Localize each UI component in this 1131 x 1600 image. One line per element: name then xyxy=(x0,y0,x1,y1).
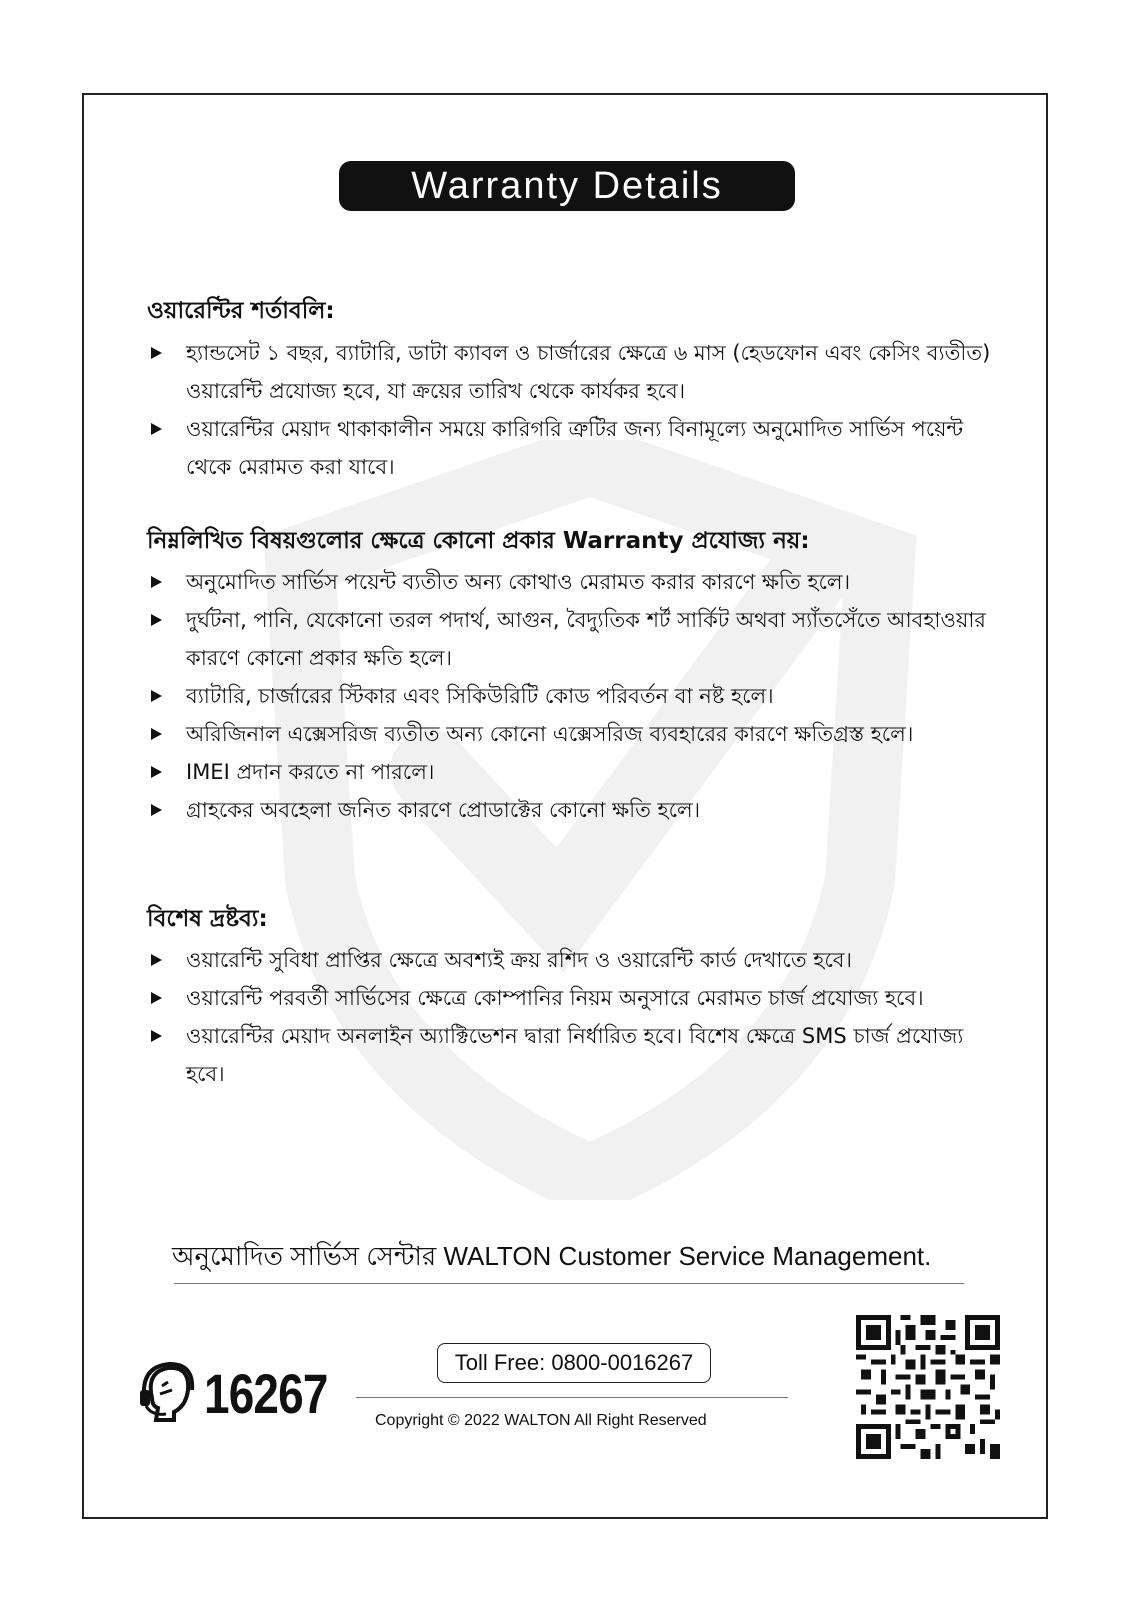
list-item: ওয়ারেন্টির মেয়াদ থাকাকালীন সময়ে কারিগরি ত্রুটির জন্য বিনামূল্যে অনুমোদিত সার্ভিস পয়েন্ট থেকে মেরামত করা যাবে। xyxy=(147,410,997,486)
list-item: ব্যাটারি, চার্জারের স্টিকার এবং সিকিউরিটি কোড পরিবর্তন বা নষ্ট হলে। xyxy=(147,677,997,715)
call-center-agent-icon xyxy=(138,1360,198,1426)
list-item: ওয়ারেন্টি পরবর্তী সার্ভিসের ক্ষেত্রে কোম্পানির নিয়ম অনুসারে মেরামত চার্জ প্রযোজ্য হবে। xyxy=(147,979,997,1017)
list-item: গ্রাহকের অবহেলা জনিত কারণে প্রোডাক্টের কোনো ক্ষতি হলে। xyxy=(147,791,997,829)
exclusions-list xyxy=(147,563,997,829)
bullet-icon xyxy=(151,576,162,588)
service-center-line: অনুমোদিত সার্ভিস সেন্টার WALTON Customer Service Management. xyxy=(172,1241,932,1271)
divider xyxy=(174,1283,964,1284)
list-item: অনুমোদিত সার্ভিস পয়েন্ট ব্যতীত অন্য কোথাও মেরামত করার কারণে ক্ষতি হলে। xyxy=(147,563,997,601)
bullet-icon xyxy=(151,804,162,816)
list-item: ওয়ারেন্টির মেয়াদ অনলাইন অ্যাক্টিভেশন দ্বারা নির্ধারিত হবে। বিশেষ ক্ষেত্রে SMS চার্জ প্রযোজ্য হবে। xyxy=(147,1017,997,1093)
copyright-text: Copyright © 2022 WALTON All Right Reserved xyxy=(375,1412,707,1429)
toll-free-box: Toll Free: 0800-0016267 xyxy=(437,1343,711,1383)
warranty-terms-list xyxy=(147,334,997,486)
bullet-icon xyxy=(151,992,162,1004)
list-item: ওয়ারেন্টি সুবিধা প্রাপ্তির ক্ষেত্রে অবশ্যই ক্রয় রশিদ ও ওয়ারেন্টি কার্ড দেখাতে হবে। xyxy=(147,941,997,979)
list-item: IMEI প্রদান করতে না পারলে। xyxy=(147,753,997,791)
bullet-icon xyxy=(151,690,162,702)
list-item: হ্যান্ডসেট ১ বছর, ব্যাটারি, ডাটা ক্যাবল ও চার্জারের ক্ষেত্রে ৬ মাস (হেডফোন এবং কেসিং ব্যতীত) ওয়ারেন্টি প্রযোজ্য হবে, যা ক্রয়ের তারিখ থেকে কার্যকর হবে। xyxy=(147,334,997,410)
warranty-terms-heading: ওয়ারেন্টির শর্তাবলি: xyxy=(147,298,335,324)
page-title: Warranty Details xyxy=(339,161,795,211)
special-notes-heading: বিশেষ দ্রষ্টব্য: xyxy=(147,906,268,932)
divider xyxy=(356,1397,788,1398)
bullet-icon xyxy=(151,1030,162,1042)
list-item: দুর্ঘটনা, পানি, যেকোনো তরল পদার্থ, আগুন, বৈদ্যুতিক শর্ট সার্কিট অথবা স্যাঁতসেঁতে আবহাওয়ার কারণে কোনো প্রকার ক্ষতি হলে। xyxy=(147,601,997,677)
bullet-icon xyxy=(151,614,162,626)
exclusions-heading: নিম্নলিখিত বিষয়গুলোর ক্ষেত্রে কোনো প্রকার Warranty প্রযোজ্য নয়: xyxy=(147,528,810,554)
bullet-icon xyxy=(151,347,162,359)
special-notes-list xyxy=(147,941,997,1093)
hotline xyxy=(138,1360,355,1426)
bullet-icon xyxy=(151,766,162,778)
list-item: অরিজিনাল এক্সেসরিজ ব্যতীত অন্য কোনো এক্সেসরিজ ব্যবহারের কারণে ক্ষতিগ্রস্ত হলে। xyxy=(147,715,997,753)
bullet-icon xyxy=(151,728,162,740)
qr-code-icon xyxy=(856,1315,1000,1459)
hotline-number: 16267 xyxy=(204,1361,328,1425)
bullet-icon xyxy=(151,423,162,435)
bullet-icon xyxy=(151,954,162,966)
